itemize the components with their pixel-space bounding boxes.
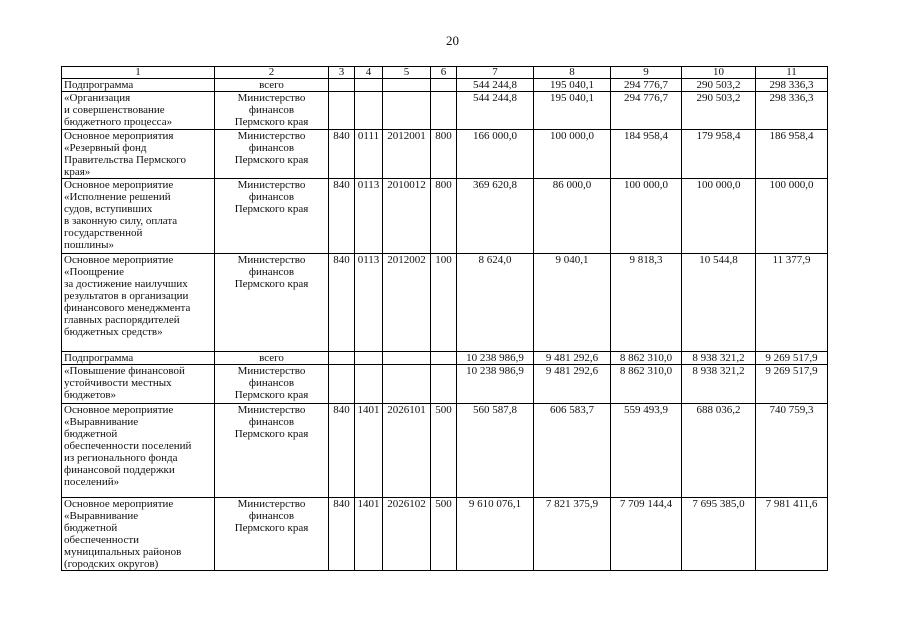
amount-cell: 294 776,7 [611,92,682,130]
code-cell: 100 [431,254,457,352]
amount-cell: 8 862 310,0 [611,365,682,404]
amount-cell: 298 336,3 [756,79,828,92]
amount-cell: 559 493,9 [611,404,682,498]
code-cell [383,92,431,130]
table-row [62,254,828,352]
executor-cell: Министерство финансов Пермского края [215,365,329,404]
code-cell [355,352,383,365]
code-cell: 840 [329,179,355,254]
executor-cell: Министерство финансов Пермского края [215,92,329,130]
event-description-cell: Подпрограмма [62,352,215,365]
header-cell: 7 [457,67,534,79]
event-description-cell: Подпрограмма [62,79,215,92]
amount-cell: 184 958,4 [611,130,682,179]
header-row [62,67,828,79]
event-description-cell: Основное мероприятие «Поощрение за достижение наилучших результатов в организации финансового менеджмента главных распорядителей бюджетных средств» [62,254,215,352]
header-cell: 5 [383,67,431,79]
table-row [62,352,828,365]
event-description-cell: Основное мероприятия «Резервный фонд Правительства Пермского края» [62,130,215,179]
amount-cell: 8 862 310,0 [611,352,682,365]
code-cell: 1401 [355,404,383,498]
executor-cell: Министерство финансов Пермского края [215,254,329,352]
code-cell: 500 [431,498,457,571]
amount-cell: 294 776,7 [611,79,682,92]
code-cell [431,365,457,404]
code-cell [329,352,355,365]
amount-cell: 7 821 375,9 [534,498,611,571]
table-row [62,179,828,254]
code-cell [355,365,383,404]
code-cell: 840 [329,498,355,571]
executor-cell: Министерство финансов Пермского края [215,404,329,498]
code-cell: 0113 [355,179,383,254]
code-cell [383,365,431,404]
code-cell [355,92,383,130]
amount-cell: 369 620,8 [457,179,534,254]
amount-cell: 9 481 292,6 [534,352,611,365]
header-cell: 8 [534,67,611,79]
amount-cell: 544 244,8 [457,79,534,92]
header-cell: 4 [355,67,383,79]
budget-table [61,66,828,571]
code-cell: 2012001 [383,130,431,179]
code-cell: 840 [329,130,355,179]
amount-cell: 8 624,0 [457,254,534,352]
event-description-cell: Основное мероприятие «Исполнение решений судов, вступивших в законную силу, оплата государственной пошлины» [62,179,215,254]
header-cell: 3 [329,67,355,79]
event-description-cell: «Организация и совершенствование бюджетного процесса» [62,92,215,130]
code-cell: 840 [329,254,355,352]
amount-cell: 7 709 144,4 [611,498,682,571]
header-cell: 1 [62,67,215,79]
code-cell [355,79,383,92]
amount-cell: 298 336,3 [756,92,828,130]
code-cell: 0113 [355,254,383,352]
amount-cell: 544 244,8 [457,92,534,130]
amount-cell: 9 040,1 [534,254,611,352]
code-cell: 0111 [355,130,383,179]
amount-cell: 7 981 411,6 [756,498,828,571]
code-cell: 800 [431,179,457,254]
amount-cell: 11 377,9 [756,254,828,352]
code-cell: 500 [431,404,457,498]
table-row [62,79,828,92]
amount-cell: 100 000,0 [611,179,682,254]
amount-cell: 290 503,2 [682,79,756,92]
table-row [62,130,828,179]
code-cell [329,365,355,404]
amount-cell: 9 269 517,9 [756,365,828,404]
event-description-cell: Основное мероприятие «Выравнивание бюджетной обеспеченности муниципальных районов (городских округов) [62,498,215,571]
table-row [62,365,828,404]
amount-cell: 100 000,0 [756,179,828,254]
amount-cell: 740 759,3 [756,404,828,498]
code-cell [431,352,457,365]
executor-cell: всего [215,352,329,365]
amount-cell: 9 610 076,1 [457,498,534,571]
amount-cell: 186 958,4 [756,130,828,179]
code-cell [329,79,355,92]
table-row [62,404,828,498]
amount-cell: 10 544,8 [682,254,756,352]
amount-cell: 9 818,3 [611,254,682,352]
code-cell: 2026101 [383,404,431,498]
executor-cell: Министерство финансов Пермского края [215,179,329,254]
page-number: 20 [446,33,459,48]
code-cell: 2026102 [383,498,431,571]
amount-cell: 9 481 292,6 [534,365,611,404]
amount-cell: 8 938 321,2 [682,365,756,404]
amount-cell: 290 503,2 [682,92,756,130]
table-row [62,498,828,571]
header-cell: 11 [756,67,828,79]
header-cell: 2 [215,67,329,79]
code-cell [383,352,431,365]
amount-cell: 100 000,0 [534,130,611,179]
header-cell: 10 [682,67,756,79]
amount-cell: 8 938 321,2 [682,352,756,365]
amount-cell: 10 238 986,9 [457,365,534,404]
code-cell: 2010012 [383,179,431,254]
code-cell: 840 [329,404,355,498]
code-cell [329,92,355,130]
amount-cell: 606 583,7 [534,404,611,498]
amount-cell: 7 695 385,0 [682,498,756,571]
amount-cell: 9 269 517,9 [756,352,828,365]
event-description-cell: Основное мероприятие «Выравнивание бюджетной обеспеченности поселений из регионального фонда финансовой поддержки поселений» [62,404,215,498]
amount-cell: 179 958,4 [682,130,756,179]
executor-cell: всего [215,79,329,92]
amount-cell: 86 000,0 [534,179,611,254]
code-cell [383,79,431,92]
amount-cell: 100 000,0 [682,179,756,254]
header-cell: 6 [431,67,457,79]
code-cell [431,92,457,130]
code-cell [431,79,457,92]
amount-cell: 10 238 986,9 [457,352,534,365]
executor-cell: Министерство финансов Пермского края [215,130,329,179]
code-cell: 1401 [355,498,383,571]
amount-cell: 166 000,0 [457,130,534,179]
header-cell: 9 [611,67,682,79]
table-row [62,92,828,130]
amount-cell: 195 040,1 [534,79,611,92]
executor-cell: Министерство финансов Пермского края [215,498,329,571]
code-cell: 800 [431,130,457,179]
event-description-cell: «Повышение финансовой устойчивости местных бюджетов» [62,365,215,404]
code-cell: 2012002 [383,254,431,352]
amount-cell: 560 587,8 [457,404,534,498]
amount-cell: 688 036,2 [682,404,756,498]
amount-cell: 195 040,1 [534,92,611,130]
